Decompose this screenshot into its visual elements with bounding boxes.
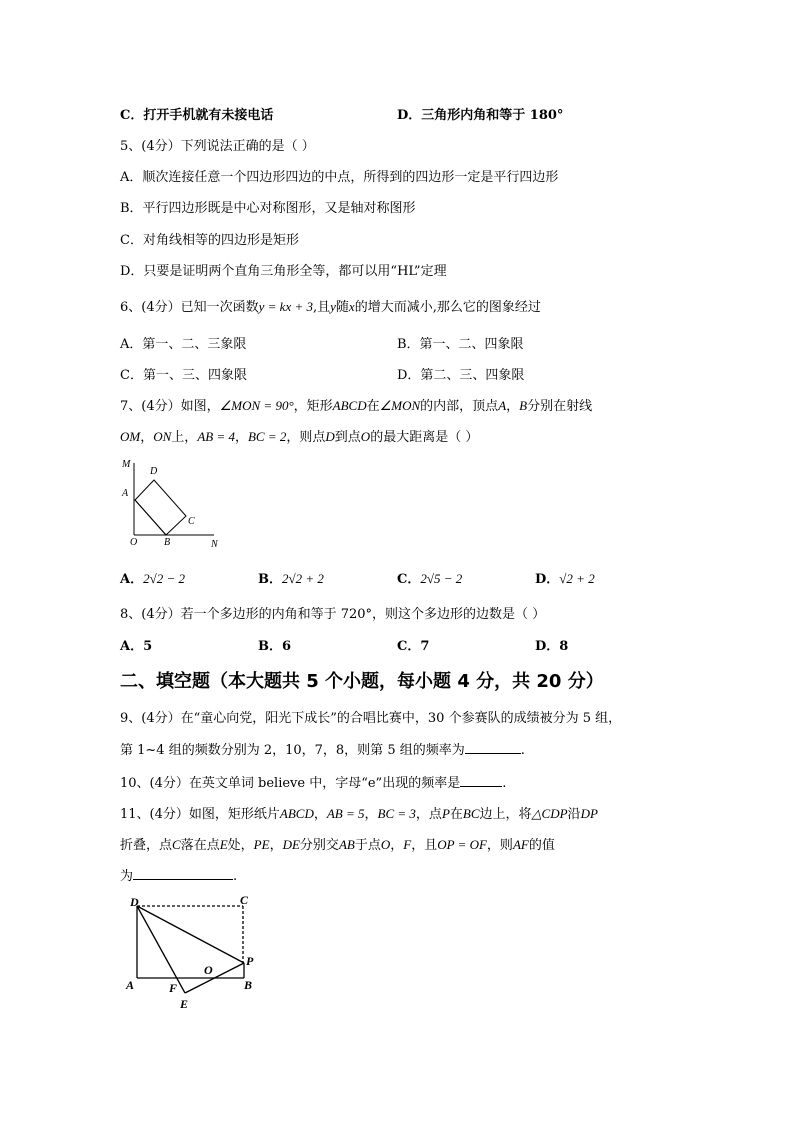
q4-option-c: C．打开手机就有未接电话 bbox=[120, 108, 274, 123]
q11-text: ， bbox=[390, 838, 404, 853]
q6-stem-post: 的增大而减小,那么它的图象经过 bbox=[354, 300, 541, 315]
q7-text: ， bbox=[234, 430, 248, 445]
q7-text: 上， bbox=[171, 430, 198, 445]
q6-option-b: B．第一、二、四象限 bbox=[397, 337, 524, 352]
q7-figure bbox=[118, 455, 228, 550]
q5-option-a: A．顺次连接任意一个四边形四边的中点，所得到的四边形一定是平行四边形 bbox=[120, 170, 559, 185]
q11-math: P bbox=[441, 806, 450, 821]
rectangle-abcd bbox=[135, 480, 186, 535]
q9-stem-line2 bbox=[120, 739, 525, 758]
q7-stem-line2 bbox=[120, 426, 478, 445]
q6-var-x: x bbox=[348, 299, 355, 314]
label-e: E bbox=[180, 997, 189, 1011]
q7-math: D bbox=[325, 429, 335, 444]
label-f: F bbox=[169, 981, 178, 995]
q11-text: ，且 bbox=[411, 838, 438, 853]
q7-text: 的内部，顶点 bbox=[420, 399, 499, 414]
q11-period: . bbox=[233, 869, 238, 884]
q6-option-c: C．第一、三、四象限 bbox=[120, 368, 247, 383]
side-ab bbox=[135, 500, 166, 535]
q11-math: △CDP bbox=[531, 806, 568, 821]
q8-option-a: A．5 bbox=[120, 639, 153, 654]
label-b: B bbox=[164, 537, 171, 548]
q7-math: AB = 4 bbox=[197, 429, 235, 444]
q11-text: 处， bbox=[227, 838, 254, 853]
q11-text: 的值 bbox=[528, 838, 555, 853]
q5-stem: 5、(4分）下列说法正确的是（ ） bbox=[120, 139, 315, 154]
label-c: C bbox=[240, 893, 249, 907]
q11-text: 沿 bbox=[567, 807, 581, 822]
q7-math: ∠MON = 90° bbox=[219, 398, 294, 413]
q7-math: ABCD bbox=[332, 398, 367, 413]
q10-period: . bbox=[502, 776, 507, 791]
q11-text: ， bbox=[269, 838, 283, 853]
q7-text: ，则点 bbox=[286, 430, 326, 445]
q11-math: C bbox=[172, 837, 181, 852]
q10-answer-blank[interactable] bbox=[460, 774, 502, 787]
q11-stem-line3 bbox=[120, 865, 237, 884]
q11-text: 折叠，点 bbox=[120, 838, 173, 853]
label-c: C bbox=[188, 516, 195, 527]
q7-text: 在 bbox=[366, 399, 380, 414]
q7-math: OM bbox=[120, 429, 141, 444]
q11-math: F bbox=[403, 837, 412, 852]
q11-math: PE bbox=[253, 837, 270, 852]
q7-option-b-label: B． bbox=[258, 572, 282, 587]
q7-option-a-value: 2√2 − 2 bbox=[143, 571, 186, 586]
q11-text: 落在点 bbox=[180, 838, 220, 853]
q11-math: E bbox=[219, 837, 228, 852]
q11-text: ，点 bbox=[415, 807, 442, 822]
q7-option-c-label: C． bbox=[397, 572, 421, 587]
label-d: D bbox=[150, 466, 158, 477]
q6-stem-pre: 6、(4分）已知一次函数 bbox=[120, 300, 259, 315]
q7-text: ， bbox=[140, 430, 154, 445]
q11-math: DP bbox=[580, 806, 598, 821]
q10-text: 10、(4分）在英文单词 believe 中，字母“e”出现的频率是 bbox=[120, 776, 461, 791]
q7-option-b-value: 2√2 + 2 bbox=[282, 571, 324, 586]
q7-text: 分别在射线 bbox=[527, 399, 593, 414]
q11-text: 分别交 bbox=[299, 838, 339, 853]
q7-math: O bbox=[360, 429, 371, 444]
q9-text: 第 1~4 组的频数分别为 2，10，7，8，则第 5 组的频率为 bbox=[120, 743, 465, 758]
q6-option-a: A．第一、二、三象限 bbox=[120, 337, 247, 352]
section-heading: 二、填空题（本大题共 5 个小题，每小题 4 分，共 20 分） bbox=[120, 671, 604, 692]
q8-option-c: C．7 bbox=[397, 639, 430, 654]
q11-math: BC = 3 bbox=[377, 806, 416, 821]
q10-stem bbox=[120, 772, 506, 791]
q11-text: ，则 bbox=[486, 838, 513, 853]
q6-stem-mid2: 随 bbox=[335, 300, 349, 315]
q11-text: 11、(4分）如图，矩形纸片 bbox=[120, 807, 280, 822]
q9-answer-blank[interactable] bbox=[465, 741, 521, 754]
q7-stem-line1 bbox=[120, 395, 592, 414]
label-o: O bbox=[130, 537, 138, 548]
q7-option-b bbox=[258, 568, 324, 587]
q11-math: DE bbox=[282, 837, 300, 852]
q7-math: ∠MON bbox=[379, 398, 421, 413]
q6-var-y: y bbox=[330, 299, 336, 314]
q5-option-c: C．对角线相等的四边形是矩形 bbox=[120, 233, 299, 248]
label-p: P bbox=[246, 954, 254, 968]
q5-option-d: D．只要是证明两个直角三角形全等，都可以用“HL”定理 bbox=[120, 264, 447, 279]
q7-text: 到点 bbox=[334, 430, 361, 445]
q9-stem-line1: 9、(4分）在“童心向党，阳光下成长”的合唱比赛中，30 个参赛队的成绩被分为 5 组， bbox=[120, 711, 622, 726]
q8-option-d: D．8 bbox=[535, 639, 569, 654]
q5-option-b: B．平行四边形既是中心对称图形，又是轴对称图形 bbox=[120, 201, 416, 216]
q6-stem bbox=[120, 296, 541, 315]
q8-option-b: B．6 bbox=[258, 639, 292, 654]
q4-option-d: D．三角形内角和等于 180° bbox=[397, 108, 564, 123]
q7-option-c-value: 2√5 − 2 bbox=[420, 571, 463, 586]
q7-text: ， bbox=[506, 399, 520, 414]
label-a: A bbox=[126, 978, 135, 992]
q7-option-a-label: A． bbox=[120, 572, 144, 587]
q7-text: 7、(4分）如图， bbox=[120, 399, 220, 414]
label-m: M bbox=[122, 459, 131, 470]
q11-text: ， bbox=[313, 807, 327, 822]
q11-figure bbox=[122, 892, 262, 1017]
q11-text: 在 bbox=[449, 807, 463, 822]
q11-text: 为 bbox=[120, 869, 134, 884]
q7-text: ，矩形 bbox=[293, 399, 333, 414]
q7-option-d-label: D． bbox=[535, 572, 560, 587]
label-d: D bbox=[130, 895, 139, 909]
q7-option-a bbox=[120, 568, 185, 587]
q7-math: B bbox=[519, 398, 528, 413]
q11-math: BC bbox=[462, 806, 480, 821]
q11-answer-blank[interactable] bbox=[133, 867, 233, 880]
q7-math: ON bbox=[153, 429, 172, 444]
q11-stem-line1 bbox=[120, 803, 598, 822]
q8-stem: 8、(4分）若一个多边形的内角和等于 720°，则这个多边形的边数是（ ） bbox=[120, 607, 546, 622]
label-o: O bbox=[204, 963, 213, 977]
q6-formula: y = kx + 3 bbox=[258, 299, 313, 314]
q7-option-c bbox=[397, 568, 462, 587]
q9-period: . bbox=[520, 743, 525, 758]
q11-text: ， bbox=[364, 807, 378, 822]
q11-stem-line2 bbox=[120, 834, 555, 853]
q7-option-d-value: √2 + 2 bbox=[559, 571, 595, 586]
q11-text: 于点 bbox=[354, 838, 381, 853]
q7-math: BC = 2 bbox=[247, 429, 287, 444]
q7-text: 的最大距离是（ ） bbox=[370, 430, 479, 445]
label-n: N bbox=[211, 539, 218, 550]
q11-math: AB bbox=[338, 837, 355, 852]
q7-option-d bbox=[535, 568, 595, 587]
q11-math: O bbox=[380, 837, 391, 852]
label-b: B bbox=[244, 978, 253, 992]
q11-math: AB = 5 bbox=[326, 806, 365, 821]
q6-stem-mid: ,且 bbox=[312, 300, 331, 315]
label-a: A bbox=[122, 488, 129, 499]
q11-text: 边上，将 bbox=[479, 807, 532, 822]
q11-math: AF bbox=[512, 837, 529, 852]
q7-math: A bbox=[498, 398, 507, 413]
q11-math: ABCD bbox=[279, 806, 314, 821]
q11-math: OP = OF bbox=[437, 837, 487, 852]
q6-option-d: D．第二、三、四象限 bbox=[397, 368, 525, 383]
